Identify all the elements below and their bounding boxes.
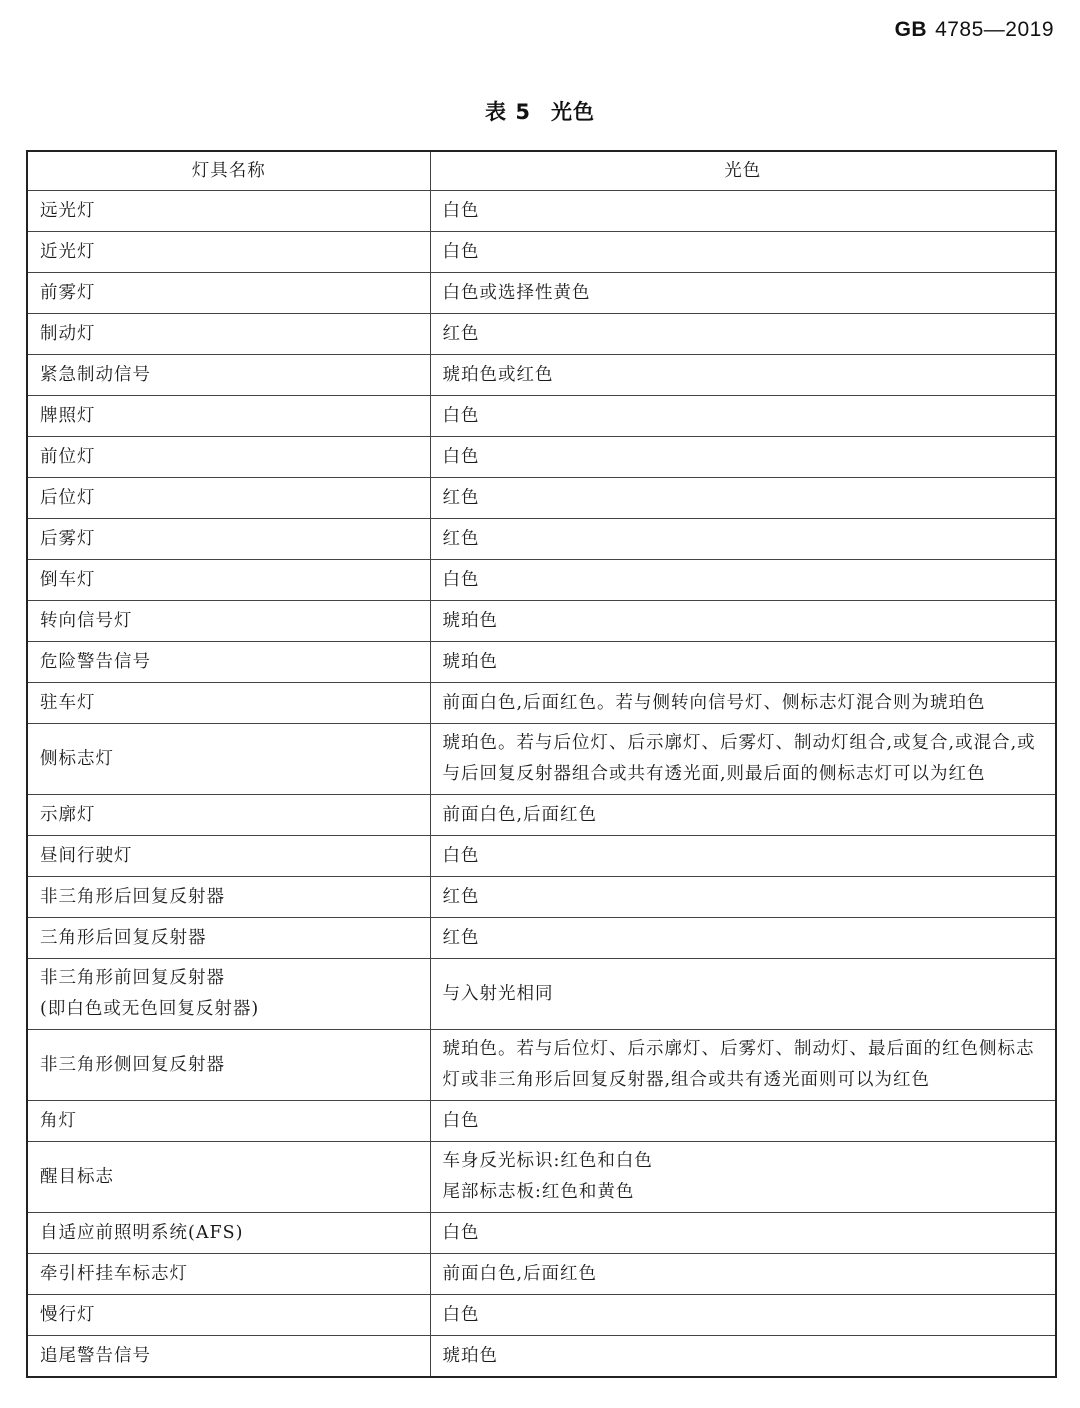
- lamp-name-cell: 非三角形后回复反射器: [27, 877, 430, 918]
- lamp-name-cell: 非三角形侧回复反射器: [27, 1030, 430, 1101]
- lamp-name-cell: 转向信号灯: [27, 601, 430, 642]
- light-color-cell: 前面白色,后面红色。若与侧转向信号灯、侧标志灯混合则为琥珀色: [430, 683, 1056, 724]
- standard-number: 4785—2019: [935, 18, 1054, 41]
- table-row: [27, 918, 1056, 959]
- table-row: [27, 1295, 1056, 1336]
- lamp-name-cell: 后位灯: [27, 478, 430, 519]
- light-color-cell: 红色: [430, 519, 1056, 560]
- light-color-cell: 红色: [430, 314, 1056, 355]
- lamp-name-cell: 后雾灯: [27, 519, 430, 560]
- table-row: [27, 1254, 1056, 1295]
- table-row: [27, 1336, 1056, 1378]
- table-body: [27, 191, 1056, 1378]
- light-color-cell: 琥珀色。若与后位灯、后示廓灯、后雾灯、制动灯、最后面的红色侧标志灯或非三角形后回复反射器,组合或共有透光面则可以为红色: [430, 1030, 1056, 1101]
- light-color-cell: 红色: [430, 478, 1056, 519]
- table-row: [27, 1101, 1056, 1142]
- column-header-light-color: 光色: [430, 151, 1056, 191]
- lamp-name-cell: 远光灯: [27, 191, 430, 232]
- lamp-name-cell: 昼间行驶灯: [27, 836, 430, 877]
- standard-prefix: GB: [894, 18, 928, 41]
- lamp-name-cell: 驻车灯: [27, 683, 430, 724]
- light-color-cell: 前面白色,后面红色: [430, 795, 1056, 836]
- table-row: [27, 273, 1056, 314]
- light-color-cell: 白色或选择性黄色: [430, 273, 1056, 314]
- lamp-name-cell: 倒车灯: [27, 560, 430, 601]
- lamp-name-cell: 非三角形前回复反射器 (即白色或无色回复反射器): [27, 959, 430, 1030]
- lamp-name-cell: 牌照灯: [27, 396, 430, 437]
- table-row: [27, 191, 1056, 232]
- light-color-cell: 白色: [430, 437, 1056, 478]
- light-color-cell: 白色: [430, 836, 1056, 877]
- lamp-name-cell: 近光灯: [27, 232, 430, 273]
- light-color-cell: 白色: [430, 1101, 1056, 1142]
- table-row: [27, 437, 1056, 478]
- light-color-cell: 琥珀色: [430, 601, 1056, 642]
- table-number: 表 5: [485, 100, 531, 124]
- light-color-cell: 白色: [430, 191, 1056, 232]
- table-row: [27, 683, 1056, 724]
- light-color-cell: 琥珀色: [430, 1336, 1056, 1378]
- table-title: [0, 96, 1080, 126]
- column-header-lamp-name: 灯具名称: [27, 151, 430, 191]
- table-caption: 光色: [550, 100, 595, 124]
- table-row: [27, 1213, 1056, 1254]
- lamp-name-cell: 追尾警告信号: [27, 1336, 430, 1378]
- lamp-name-cell: 危险警告信号: [27, 642, 430, 683]
- lamp-name-cell: 自适应前照明系统(AFS): [27, 1213, 430, 1254]
- lamp-name-cell: 三角形后回复反射器: [27, 918, 430, 959]
- light-color-cell: 琥珀色或红色: [430, 355, 1056, 396]
- light-color-cell: 白色: [430, 560, 1056, 601]
- light-color-cell: 红色: [430, 918, 1056, 959]
- table-row: [27, 724, 1056, 795]
- light-color-cell: 白色: [430, 396, 1056, 437]
- table-row: [27, 601, 1056, 642]
- light-color-cell: 琥珀色。若与后位灯、后示廓灯、后雾灯、制动灯组合,或复合,或混合,或与后回复反射器组合或共有透光面,则最后面的侧标志灯可以为红色: [430, 724, 1056, 795]
- table-row: [27, 959, 1056, 1030]
- table-row: [27, 478, 1056, 519]
- lamp-name-cell: 牵引杆挂车标志灯: [27, 1254, 430, 1295]
- table-row: [27, 519, 1056, 560]
- light-color-cell: 白色: [430, 1295, 1056, 1336]
- table-header-row: [27, 151, 1056, 191]
- table-row: [27, 232, 1056, 273]
- standard-code: [895, 18, 1054, 42]
- table-row: [27, 642, 1056, 683]
- lamp-name-cell: 角灯: [27, 1101, 430, 1142]
- table-row: [27, 396, 1056, 437]
- light-color-cell: 前面白色,后面红色: [430, 1254, 1056, 1295]
- table-row: [27, 560, 1056, 601]
- table-row: [27, 314, 1056, 355]
- light-color-cell: 白色: [430, 1213, 1056, 1254]
- lamp-name-cell: 制动灯: [27, 314, 430, 355]
- lamp-name-cell: 示廓灯: [27, 795, 430, 836]
- lamp-name-cell: 慢行灯: [27, 1295, 430, 1336]
- lamp-name-cell: 侧标志灯: [27, 724, 430, 795]
- lamp-name-cell: 醒目标志: [27, 1142, 430, 1213]
- table-row: [27, 355, 1056, 396]
- table-row: [27, 836, 1056, 877]
- table-row: [27, 877, 1056, 918]
- lamp-name-cell: 紧急制动信号: [27, 355, 430, 396]
- light-color-cell: 车身反光标识:红色和白色 尾部标志板:红色和黄色: [430, 1142, 1056, 1213]
- light-color-cell: 白色: [430, 232, 1056, 273]
- table-row: [27, 1142, 1056, 1213]
- light-color-cell: 琥珀色: [430, 642, 1056, 683]
- table-row: [27, 1030, 1056, 1101]
- light-color-cell: 与入射光相同: [430, 959, 1056, 1030]
- table-row: [27, 795, 1056, 836]
- lamp-name-cell: 前位灯: [27, 437, 430, 478]
- light-color-table: [26, 150, 1057, 1378]
- lamp-name-cell: 前雾灯: [27, 273, 430, 314]
- light-color-cell: 红色: [430, 877, 1056, 918]
